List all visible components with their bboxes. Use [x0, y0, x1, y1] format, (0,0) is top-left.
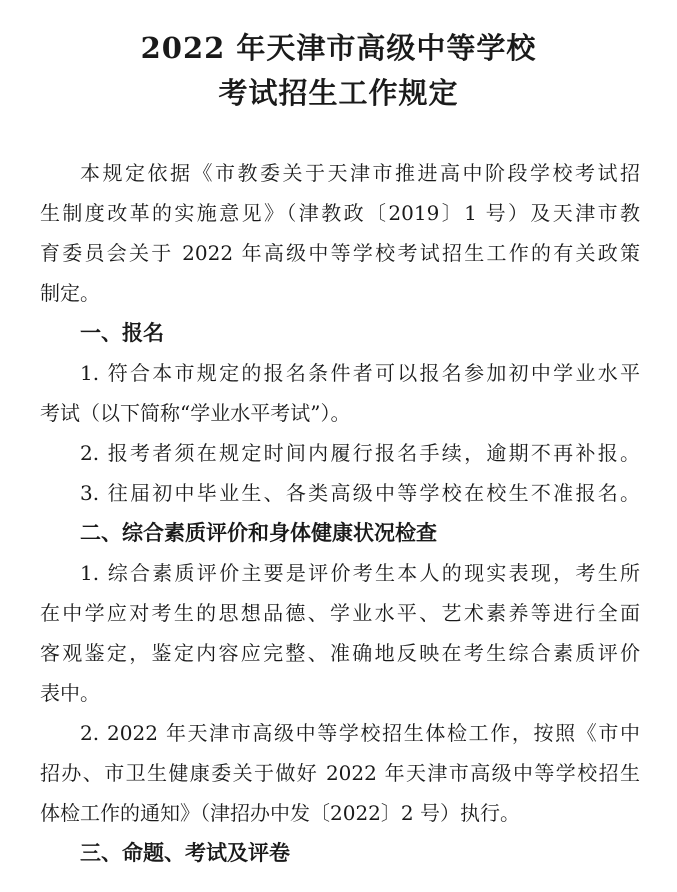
document-title-line-2: 考试招生工作规定: [218, 76, 459, 110]
intro-paragraph-line-4: 制定。: [40, 281, 100, 305]
document-title-line-1: 2022 年天津市高级中等学校: [140, 31, 537, 65]
section-1-item-1-line-1: 1. 符合本市规定的报名条件者可以报名参加初中学业水平: [80, 361, 640, 385]
section-2-item-2-line-2: 招办、市卫生健康委关于做好 2022 年天津市高级中等学校招生: [40, 761, 640, 785]
section-2-item-2-line-3: 体检工作的通知》（津招办中发〔2022〕2 号）执行。: [40, 801, 520, 825]
section-2-item-1-line-2: 在中学应对考生的思想品德、学业水平、艺术素养等进行全面: [40, 601, 640, 625]
intro-paragraph-line-1: 本规定依据《市教委关于天津市推进高中阶段学校考试招: [80, 161, 640, 185]
section-2-item-1-line-3: 客观鉴定，鉴定内容应完整、准确地反映在考生综合素质评价: [40, 641, 640, 665]
section-2-item-1-line-4: 表中。: [40, 681, 100, 705]
section-1-heading: 一、报名: [80, 320, 164, 345]
section-1-item-2: 2. 报考者须在规定时间内履行报名手续，逾期不再补报。: [80, 441, 640, 465]
intro-paragraph-line-3: 育委员会关于 2022 年高级中等学校考试招生工作的有关政策: [40, 241, 640, 265]
intro-paragraph-line-2: 生制度改革的实施意见》（津教政〔2019〕1 号）及天津市教: [40, 201, 640, 225]
section-1-item-3: 3. 往届初中毕业生、各类高级中等学校在校生不准报名。: [80, 481, 640, 505]
section-3-heading: 三、命题、考试及评卷: [80, 840, 290, 865]
section-1-item-1-line-2: 考试（以下简称“学业水平考试”）。: [40, 401, 351, 425]
section-2-item-2-line-1: 2. 2022 年天津市高级中等学校招生体检工作，按照《市中: [80, 721, 640, 745]
section-2-heading: 二、综合素质评价和身体健康状况检查: [80, 520, 437, 545]
section-2-item-1-line-1: 1. 综合素质评价主要是评价考生本人的现实表现，考生所: [80, 561, 640, 585]
